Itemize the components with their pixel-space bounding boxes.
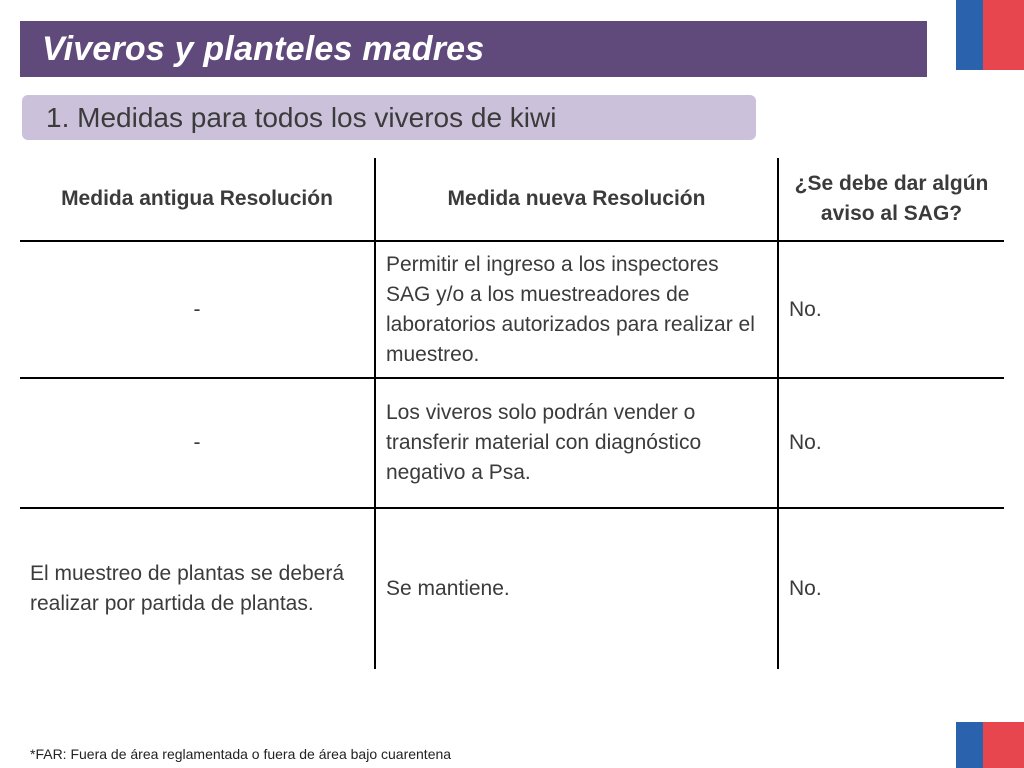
page-title: Viveros y planteles madres <box>42 29 485 68</box>
table-row <box>20 378 1004 508</box>
cell-new-measure: Permitir el ingreso a los inspectores SAG y/o a los muestreadores de laboratorios autorizados para realizar el muestreo. <box>375 241 778 378</box>
section-banner <box>22 95 756 140</box>
cell-sag-notice: No. <box>778 508 1004 669</box>
cell-sag-notice: No. <box>778 378 1004 508</box>
cell-old-measure: - <box>20 241 375 378</box>
footnote: *FAR: Fuera de área reglamentada o fuera de área bajo cuarentena <box>30 746 452 762</box>
cell-new-measure: Se mantiene. <box>375 508 778 669</box>
header-sag-notice: ¿Se debe dar algún aviso al SAG? <box>778 158 1004 241</box>
chile-flag-stripe-bottom <box>956 722 1024 768</box>
flag-red-band <box>983 0 1024 70</box>
table-row <box>20 508 1004 669</box>
cell-new-measure: Los viveros solo podrán vender o transferir material con diagnóstico negativo a Psa. <box>375 378 778 508</box>
measures-table <box>20 158 1004 669</box>
cell-sag-notice: No. <box>778 241 1004 378</box>
flag-red-band <box>983 722 1024 768</box>
table-row <box>20 241 1004 378</box>
header-new-measure: Medida nueva Resolución <box>375 158 778 241</box>
header-old-measure: Medida antigua Resolución <box>20 158 375 241</box>
flag-blue-band <box>956 722 983 768</box>
flag-blue-band <box>956 0 983 70</box>
title-banner <box>20 21 927 77</box>
chile-flag-stripe-top <box>956 0 1024 70</box>
cell-old-measure: El muestreo de plantas se deberá realizar por partida de plantas. <box>30 562 345 615</box>
section-title: 1. Medidas para todos los viveros de kiwi <box>46 101 557 133</box>
table-header-row <box>20 158 1004 241</box>
cell-old-measure: - <box>20 378 375 508</box>
